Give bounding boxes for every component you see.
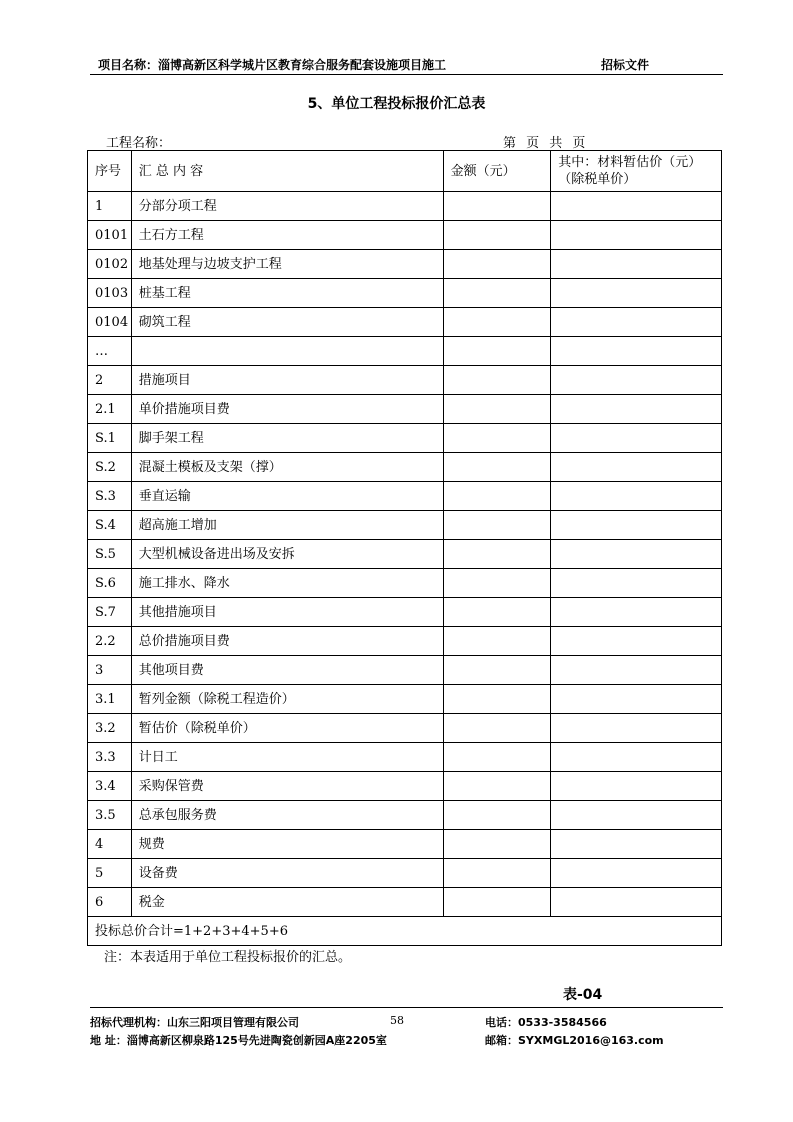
row-content: 砌筑工程 [131, 308, 443, 337]
table-row [88, 250, 722, 279]
row-index: 3 [88, 656, 132, 685]
row-amount [443, 192, 551, 221]
row-amount [443, 685, 551, 714]
row-index: 0101 [88, 221, 132, 250]
row-material-estimate [551, 250, 722, 279]
row-content: 大型机械设备进出场及安拆 [131, 540, 443, 569]
page-count: 第 页 共 页 [503, 136, 589, 151]
row-index: S.7 [88, 598, 132, 627]
row-index: S.5 [88, 540, 132, 569]
row-content [131, 337, 443, 366]
table-row [88, 801, 722, 830]
row-index: S.2 [88, 453, 132, 482]
row-content: 施工排水、降水 [131, 569, 443, 598]
row-index: 1 [88, 192, 132, 221]
email-address: 邮箱：SYXMGL2016@163.com [485, 1034, 664, 1047]
row-content: 地基处理与边坡支护工程 [131, 250, 443, 279]
table-row [88, 395, 722, 424]
row-amount [443, 250, 551, 279]
col-header-material [551, 151, 722, 192]
table-row [88, 511, 722, 540]
phone-number: 电话：0533-3584566 [485, 1016, 607, 1029]
table-row [88, 714, 722, 743]
row-content: 采购保管费 [131, 772, 443, 801]
row-index: 3.4 [88, 772, 132, 801]
col-header-content: 汇 总 内 容 [131, 151, 443, 192]
row-amount [443, 598, 551, 627]
table-row [88, 598, 722, 627]
row-material-estimate [551, 424, 722, 453]
table-row [88, 569, 722, 598]
row-amount [443, 830, 551, 859]
row-amount [443, 714, 551, 743]
row-index: 0102 [88, 250, 132, 279]
row-content: 暂列金额（除税工程造价） [131, 685, 443, 714]
row-material-estimate [551, 685, 722, 714]
table-row [88, 656, 722, 685]
col-header-index: 序号 [88, 151, 132, 192]
row-amount [443, 308, 551, 337]
row-amount [443, 221, 551, 250]
row-material-estimate [551, 801, 722, 830]
table-row [88, 308, 722, 337]
row-amount [443, 540, 551, 569]
row-index: 4 [88, 830, 132, 859]
project-name-label: 工程名称： [106, 136, 172, 151]
table-header-row [88, 151, 722, 192]
row-material-estimate [551, 540, 722, 569]
col-header-amount: 金额（元） [443, 151, 551, 192]
row-content: 暂估价（除税单价） [131, 714, 443, 743]
row-index: S.3 [88, 482, 132, 511]
row-material-estimate [551, 308, 722, 337]
agency-name: 招标代理机构：山东三阳项目管理有限公司 [90, 1016, 299, 1029]
summary-table [87, 150, 722, 946]
row-content: 土石方工程 [131, 221, 443, 250]
table-note: 注：本表适用于单位工程投标报价的汇总。 [104, 950, 352, 965]
row-index: 2 [88, 366, 132, 395]
table-row [88, 482, 722, 511]
row-material-estimate [551, 192, 722, 221]
row-material-estimate [551, 569, 722, 598]
row-content: 分部分项工程 [131, 192, 443, 221]
row-material-estimate [551, 395, 722, 424]
row-amount [443, 801, 551, 830]
row-content: 单价措施项目费 [131, 395, 443, 424]
row-material-estimate [551, 366, 722, 395]
row-material-estimate [551, 714, 722, 743]
row-index: 3.3 [88, 743, 132, 772]
total-row [88, 917, 722, 946]
row-index: 3.5 [88, 801, 132, 830]
row-index: S.4 [88, 511, 132, 540]
row-material-estimate [551, 627, 722, 656]
row-content: 税金 [131, 888, 443, 917]
row-content: 总价措施项目费 [131, 627, 443, 656]
row-index: 2.1 [88, 395, 132, 424]
table-row [88, 192, 722, 221]
row-amount [443, 279, 551, 308]
row-material-estimate [551, 453, 722, 482]
row-material-estimate [551, 279, 722, 308]
page-title: 5、单位工程投标报价汇总表 [307, 96, 486, 112]
total-formula: 投标总价合计=1+2+3+4+5+6 [88, 917, 722, 946]
table-row [88, 540, 722, 569]
row-material-estimate [551, 772, 722, 801]
row-content: 混凝土模板及支架（撑） [131, 453, 443, 482]
row-index: 5 [88, 859, 132, 888]
row-amount [443, 743, 551, 772]
table-row [88, 772, 722, 801]
row-material-estimate [551, 830, 722, 859]
row-content: 其他项目费 [131, 656, 443, 685]
row-material-estimate [551, 598, 722, 627]
row-content: 措施项目 [131, 366, 443, 395]
row-material-estimate [551, 511, 722, 540]
row-amount [443, 511, 551, 540]
table-row [88, 221, 722, 250]
row-amount [443, 859, 551, 888]
table-row [88, 424, 722, 453]
table-row [88, 337, 722, 366]
table-row [88, 627, 722, 656]
table-row [88, 888, 722, 917]
row-amount [443, 395, 551, 424]
row-index: 3.2 [88, 714, 132, 743]
row-amount [443, 656, 551, 685]
row-amount [443, 366, 551, 395]
row-index: 0104 [88, 308, 132, 337]
table-row [88, 453, 722, 482]
row-material-estimate [551, 888, 722, 917]
agency-address: 地 址：淄博高新区柳泉路125号先进陶瓷创新园A座2205室 [90, 1034, 387, 1047]
project-name: 项目名称：淄博高新区科学城片区教育综合服务配套设施项目施工 [98, 58, 447, 72]
row-index: 0103 [88, 279, 132, 308]
row-content: 其他措施项目 [131, 598, 443, 627]
table-row [88, 743, 722, 772]
row-material-estimate [551, 221, 722, 250]
table-row [88, 859, 722, 888]
table-row [88, 279, 722, 308]
row-content: 超高施工增加 [131, 511, 443, 540]
table-row [88, 685, 722, 714]
row-content: 规费 [131, 830, 443, 859]
row-content: 计日工 [131, 743, 443, 772]
row-index: 2.2 [88, 627, 132, 656]
row-index: 3.1 [88, 685, 132, 714]
row-material-estimate [551, 743, 722, 772]
page-header [90, 56, 723, 75]
row-material-estimate [551, 859, 722, 888]
row-index: S.6 [88, 569, 132, 598]
row-amount [443, 424, 551, 453]
row-index: S.1 [88, 424, 132, 453]
row-material-estimate [551, 482, 722, 511]
col-header-material-line1: 其中：材料暂估价（元） [558, 155, 702, 170]
row-amount [443, 482, 551, 511]
col-header-material-line2: （除税单价） [558, 172, 637, 187]
row-content: 垂直运输 [131, 482, 443, 511]
table-row [88, 830, 722, 859]
page-footer [90, 1007, 723, 1047]
row-index: … [88, 337, 132, 366]
row-material-estimate [551, 656, 722, 685]
row-amount [443, 453, 551, 482]
row-index: 6 [88, 888, 132, 917]
row-content: 桩基工程 [131, 279, 443, 308]
row-amount [443, 888, 551, 917]
row-amount [443, 627, 551, 656]
document-type: 招标文件 [600, 58, 649, 72]
row-content: 总承包服务费 [131, 801, 443, 830]
row-content: 设备费 [131, 859, 443, 888]
row-amount [443, 337, 551, 366]
row-amount [443, 569, 551, 598]
row-content: 脚手架工程 [131, 424, 443, 453]
table-row [88, 366, 722, 395]
page-number: 58 [390, 1014, 404, 1027]
form-code: 表-04 [563, 987, 603, 1003]
row-material-estimate [551, 337, 722, 366]
row-amount [443, 772, 551, 801]
